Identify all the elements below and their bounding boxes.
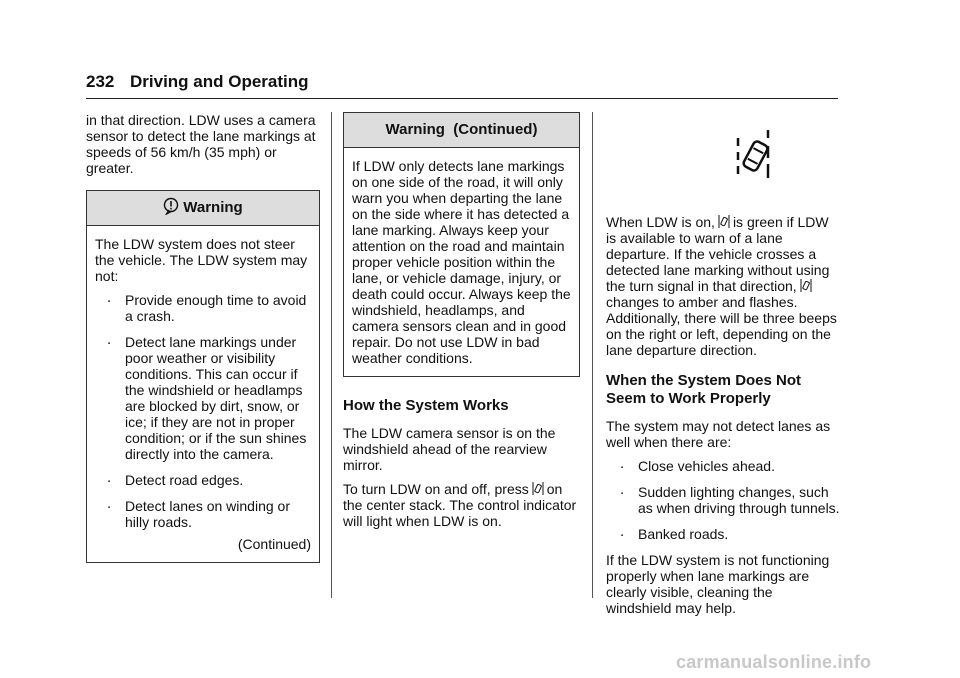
status-paragraph (606, 214, 840, 358)
warning-header (87, 191, 319, 226)
lane-departure-icon (718, 214, 730, 229)
column-1 (86, 112, 320, 563)
warning-list (95, 292, 311, 530)
list-item: . Sudden lighting changes, such as when driving through tunnels. (606, 484, 840, 516)
lane-departure-icon (532, 481, 544, 496)
troubleshooting-intro: The system may not detect lanes as well when there are: (606, 418, 831, 450)
how-p2-start: To turn LDW on and off, press (343, 481, 529, 497)
lane-departure-icon (800, 278, 812, 293)
status-text-2: is green if LDW is available to warn of a lane departure. If the vehicle crosses a detected lane marking without using the turn signal in that direction, (606, 214, 830, 294)
status-text-3: changes to amber and flashes. Additionally, there will be three beeps on the right or left, depending on the lane departure direction. (606, 294, 837, 358)
list-item: . Provide enough time to avoid a crash. (95, 292, 311, 324)
column-divider-1 (331, 112, 332, 598)
list-item: . Close vehicles ahead. (606, 458, 840, 474)
warning-continued-body (344, 148, 579, 376)
warning-box (86, 190, 320, 563)
warning-intro: The LDW system does not steer the vehicle. The LDW system may not: (95, 236, 308, 284)
section-title: Driving and Operating (130, 72, 309, 91)
list-item: . Detect lane markings under poor weather or visibility conditions. This can occur if the windshield or headlamps are blocked by dirt, snow, or ice; if they are not in proper condition; or if the sun shines directly into the camera. (95, 334, 311, 462)
page-number: 232 (86, 72, 115, 91)
page-header (86, 72, 838, 99)
warning-body (87, 226, 319, 562)
column-2 (343, 112, 580, 537)
watermark: carmanualsonline.info (676, 652, 872, 672)
column-3 (606, 112, 840, 624)
list-item: . Banked roads. (606, 526, 840, 542)
troubleshooting-heading: When the System Does Not Seem to Work Properly (606, 372, 802, 407)
warning-continued-text: If LDW only detects lane markings on one side of the road, it will only warn you when departing the lane on the side where it has detected a lane marking. Always keep your attention on the road and maintain proper vehicle position within the lane, or vehicle damage, injury, or death could occur. Always keep the windshield, headlamps, and camera sensors clean and in good repair. Do not use LDW in bad weather conditions. (352, 158, 571, 366)
troubleshooting-list (606, 458, 840, 542)
lane-departure-icon (734, 128, 774, 184)
troubleshooting-final: If the LDW system is not functioning properly when lane markings are clearly visible, cleaning the windshield may help. (606, 552, 830, 616)
continued-label: (Continued) (237, 536, 311, 552)
how-paragraph-1: The LDW camera sensor is on the windshield ahead of the rearview mirror. (343, 425, 556, 473)
list-item: . Detect road edges. (95, 472, 311, 488)
status-text-1: When LDW is on, (606, 214, 715, 230)
list-item: . Detect lanes on winding or hilly roads. (95, 498, 311, 530)
warning-continued-box (343, 112, 580, 377)
intro-paragraph: in that direction. LDW uses a camera sensor to detect the lane markings at speeds of 56 km/h (35 mph) or greater. (86, 112, 316, 176)
warning-icon (163, 197, 179, 215)
warning-title: Warning (183, 199, 243, 216)
how-system-works-heading: How the System Works (343, 397, 509, 414)
how-p2-end: on the center stack. The control indicator will light when LDW is on. (343, 481, 577, 529)
how-paragraph-2 (343, 481, 580, 529)
column-divider-2 (592, 112, 593, 598)
warning-continued-header: Warning (Continued) (344, 113, 579, 148)
